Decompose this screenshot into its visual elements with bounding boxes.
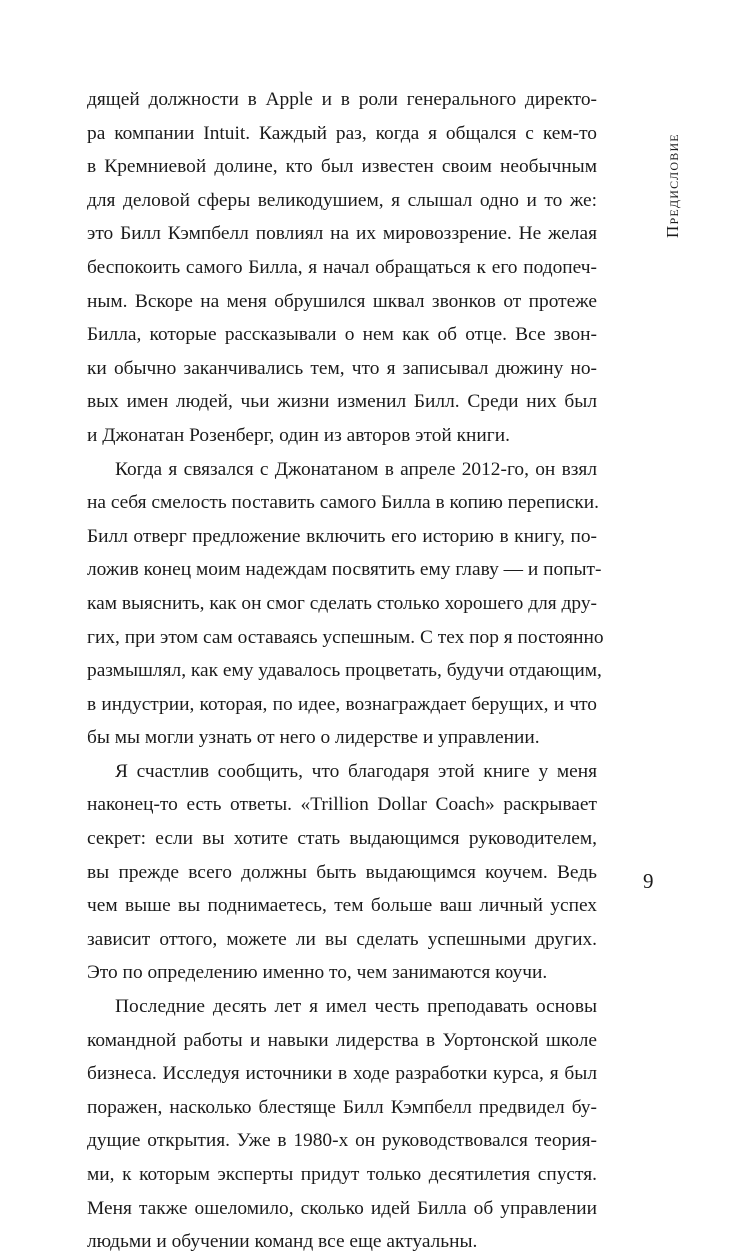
text-line: бы мы могли узнать от него о лидерстве и управлении. bbox=[87, 727, 540, 749]
text-line: Последние десять лет я имел честь преподавать основы bbox=[115, 996, 597, 1018]
text-line: это Билл Кэмпбелл повлиял на их мировоззрение. Не желая bbox=[87, 223, 597, 245]
body-text bbox=[87, 83, 604, 1259]
text-line: Когда я связался с Джонатаном в апреле 2012-го, он взял bbox=[115, 458, 597, 480]
text-line: ра компании Intuit. Каждый раз, когда я общался с кем-то bbox=[87, 122, 597, 144]
text-line: Меня также ошеломило, сколько идей Билла об управлении bbox=[87, 1197, 597, 1219]
text-line: ми, к которым эксперты придут только десятилетия спустя. bbox=[87, 1164, 597, 1185]
text-line: вы прежде всего должны быть выдающимся коучем. Ведь bbox=[87, 861, 597, 883]
text-line: дящей должности в Apple и в роли генерального директо- bbox=[87, 89, 597, 110]
text-line: секрет: если вы хотите стать выдающимся руководителем, bbox=[87, 828, 597, 850]
text-line: дущие открытия. Уже в 1980-х он руководствовался теория- bbox=[87, 1130, 597, 1152]
text-line: гих, при этом сам оставаясь успешным. С тех пор я постоянно bbox=[87, 626, 604, 648]
page-number: 9 bbox=[643, 869, 654, 893]
text-line: Билл отверг предложение включить его историю в книгу, по- bbox=[87, 525, 597, 547]
text-line: командной работы и навыки лидерства в Уортонской школе bbox=[87, 1029, 597, 1051]
text-line: Я счастлив сообщить, что благодаря этой книге у меня bbox=[115, 760, 597, 782]
text-line: бизнеса. Исследуя источники в ходе разработки курса, я был bbox=[87, 1063, 597, 1085]
text-line: наконец-то есть ответы. «Trillion Dollar Coach» раскрывает bbox=[87, 794, 597, 816]
text-line: людьми и обучении команд все еще актуальны. bbox=[87, 1231, 478, 1253]
text-line: ложив конец моим надеждам посвятить ему главу — и попыт- bbox=[87, 559, 602, 581]
text-line: в Кремниевой долине, кто был известен своим необычным bbox=[87, 156, 597, 178]
text-line: чем выше вы поднимаетесь, тем больше ваш личный успех bbox=[87, 895, 597, 917]
running-head bbox=[641, 88, 682, 238]
text-line: для деловой сферы великодушием, я слышал одно и то же: bbox=[87, 189, 597, 211]
text-line: в индустрии, которая, по идее, вознаграждает берущих, и что bbox=[87, 693, 597, 715]
text-line: Это по определению именно то, чем занимаются коучи. bbox=[87, 962, 548, 984]
running-head-label: Предисловие bbox=[663, 133, 682, 238]
text-line: кам выяснить, как он смог сделать столько хорошего для дру- bbox=[87, 592, 597, 614]
text-line: вых имен людей, чьи жизни изменил Билл. Среди них был bbox=[87, 391, 597, 413]
text-line: зависит оттого, можете ли вы сделать успешными других. bbox=[87, 928, 597, 950]
text-line: ным. Вскоре на меня обрушился шквал звонков от протеже bbox=[87, 290, 597, 312]
text-line: на себя смелость поставить самого Билла в копию переписки. bbox=[87, 492, 599, 514]
text-line: беспокоить самого Билла, я начал обращаться к его подопеч- bbox=[87, 256, 597, 278]
text-line: ки обычно заканчивались тем, что я записывал дюжину но- bbox=[87, 357, 597, 379]
text-line: Билла, которые рассказывали о нем как об отце. Все звон- bbox=[87, 324, 597, 346]
text-line: размышлял, как ему удавалось процветать, будучи отдающим, bbox=[87, 660, 602, 682]
text-line: и Джонатан Розенберг, один из авторов этой книги. bbox=[87, 424, 510, 446]
text-line: поражен, насколько блестяще Билл Кэмпбелл предвидел бу- bbox=[87, 1096, 597, 1118]
